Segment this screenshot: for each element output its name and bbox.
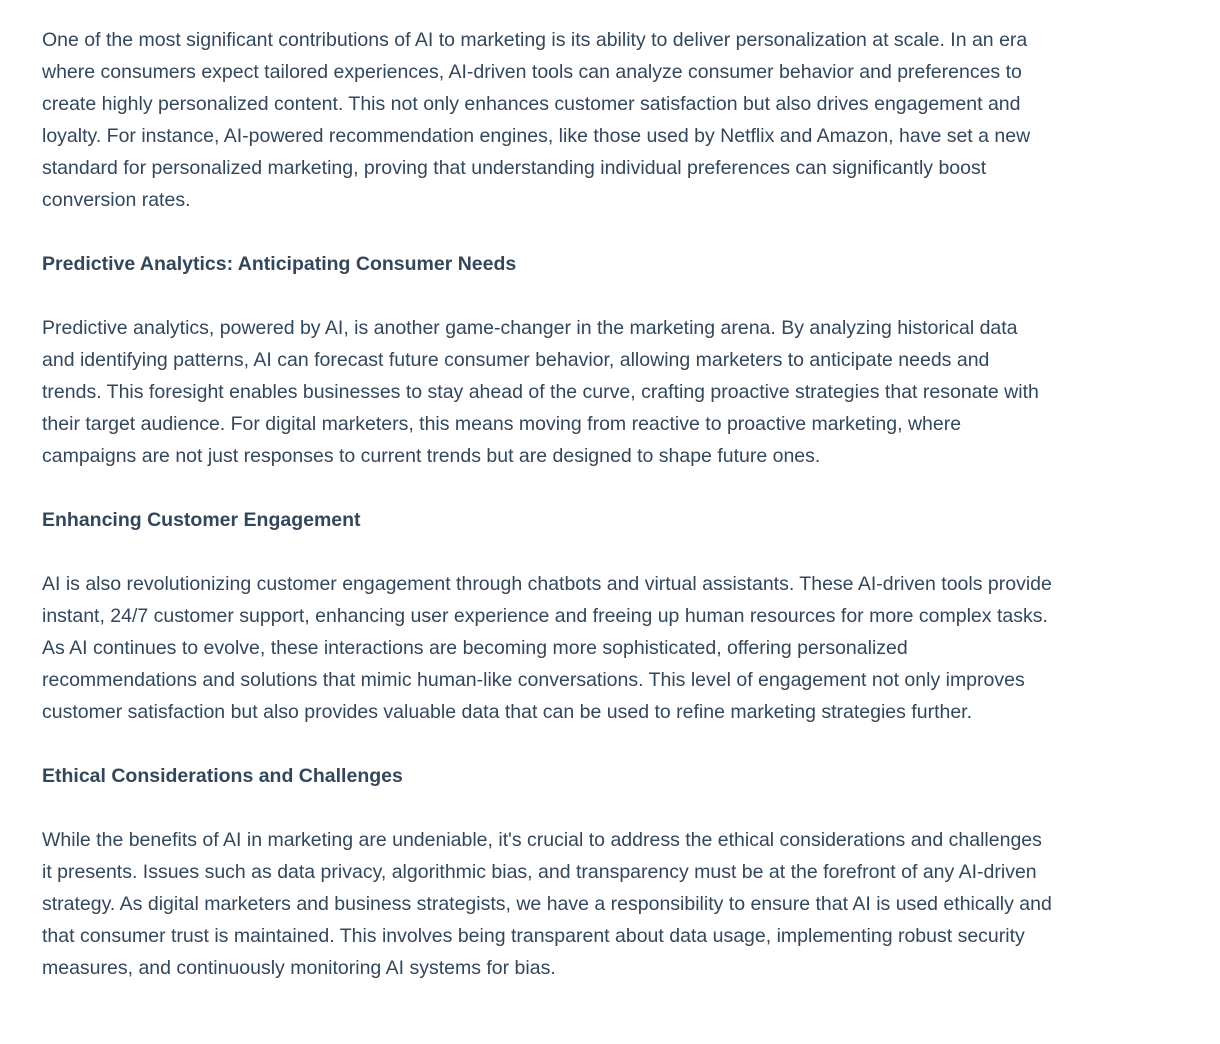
heading-ethical-considerations: Ethical Considerations and Challenges [42,765,403,787]
paragraph-ethical-considerations: While the benefits of AI in marketing are undeniable, it's crucial to address the ethical considerations and challenges it presents. Issues such as data privacy, algorithmic bias, and transparency must be at the forefront of any AI-driven strategy. As digital marketers and business strategists, we have a responsibility to ensure that AI is used ethically and that consumer trust is maintained. This involves being transparent about data usage, implementing robust security measures, and continuously monitoring AI systems for bias. [42,829,1052,979]
paragraph-personalization: One of the most significant contributions of AI to marketing is its ability to deliver personalization at scale. In an era where consumers expect tailored experiences, AI-driven tools can analyze consumer behavior and preferences to create highly personalized content. This not only enhances customer satisfaction but also drives engagement and loyalty. For instance, AI-powered recommendation engines, like those used by Netflix and Amazon, have set a new standard for personalized marketing, proving that understanding individual preferences can significantly boost conversion rates. [42,29,1031,211]
paragraph-predictive-analytics: Predictive analytics, powered by AI, is another game-changer in the marketing arena. By analyzing historical data and identifying patterns, AI can forecast future consumer behavior, allowing marketers to anticipate needs and trends. This foresight enables businesses to stay ahead of the curve, crafting proactive strategies that resonate with their target audience. For digital marketers, this means moving from reactive to proactive marketing, where campaigns are not just responses to current trends but are designed to shape future ones. [42,317,1039,467]
heading-predictive-analytics: Predictive Analytics: Anticipating Consumer Needs [42,253,517,275]
paragraph-customer-engagement: AI is also revolutionizing customer engagement through chatbots and virtual assistants. These AI-driven tools provide instant, 24/7 customer support, enhancing user experience and freeing up human resources for more complex tasks. As AI continues to evolve, these interactions are becoming more sophisticated, offering personalized recommendations and solutions that mimic human-like conversations. This level of engagement not only improves customer satisfaction but also provides valuable data that can be used to refine marketing strategies further. [42,573,1052,723]
article-body [42,24,1052,1016]
heading-customer-engagement: Enhancing Customer Engagement [42,509,361,531]
